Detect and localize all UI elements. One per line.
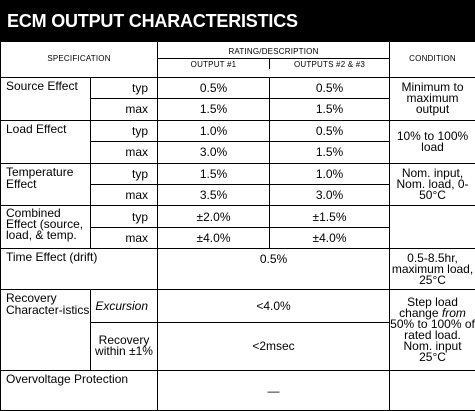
output1-header: OUTPUT #1 xyxy=(158,59,270,69)
temperature-typ-outputs23: 1.0% xyxy=(270,163,390,184)
combined-typ-output1: ±2.0% xyxy=(158,206,270,227)
output-subheaders xyxy=(158,58,389,69)
table-row xyxy=(1,290,475,323)
load-max-outputs23: 1.5% xyxy=(270,142,390,163)
table-row xyxy=(1,163,475,184)
rating-header xyxy=(158,42,390,78)
source-condition: Minimum to maximum output xyxy=(390,77,475,120)
time-effect-label: Time Effect (drift) xyxy=(1,249,158,290)
load-max-output1: 3.0% xyxy=(158,142,270,163)
load-effect-label: Load Effect xyxy=(1,120,91,163)
combined-condition xyxy=(390,206,475,249)
header-row xyxy=(1,42,475,78)
recovery-characteristics-label: Recovery Character-istics xyxy=(1,290,91,371)
temperature-max-outputs23: 3.0% xyxy=(270,185,390,206)
table-row xyxy=(1,249,475,290)
temperature-max-output1: 3.5% xyxy=(158,185,270,206)
load-condition: 10% to 100% load xyxy=(390,120,475,163)
load-typ-output1: 1.0% xyxy=(158,120,270,141)
temperature-condition: Nom. input, Nom. load, 0-50°C xyxy=(390,163,475,206)
typ-label: typ xyxy=(91,163,158,184)
source-typ-outputs23: 0.5% xyxy=(270,77,390,98)
max-label: max xyxy=(91,142,158,163)
recovery-condition-from: from xyxy=(441,306,466,321)
time-effect-value: 0.5% xyxy=(158,249,390,290)
source-max-outputs23: 1.5% xyxy=(270,99,390,120)
temperature-typ-output1: 1.5% xyxy=(158,163,270,184)
recovery-within-value: <2msec xyxy=(158,322,390,370)
load-typ-outputs23: 0.5% xyxy=(270,120,390,141)
overvoltage-condition xyxy=(390,371,475,411)
typ-label: typ xyxy=(91,77,158,98)
source-effect-label: Source Effect xyxy=(1,77,91,120)
source-max-output1: 1.5% xyxy=(158,99,270,120)
recovery-condition-post: 50% to 100% of rated load. Nom. input 25°C xyxy=(390,317,475,365)
typ-label: typ xyxy=(91,206,158,227)
max-label: max xyxy=(91,99,158,120)
table-title: ECM OUTPUT CHARACTERISTICS xyxy=(0,0,475,41)
recovery-condition-pre: Step load change xyxy=(399,295,458,321)
temperature-effect-label: Temperature Effect xyxy=(1,163,91,206)
combined-max-output1: ±4.0% xyxy=(158,227,270,248)
table-row xyxy=(1,77,475,98)
rating-description-label: RATING/DESCRIPTION xyxy=(228,47,319,56)
max-label: max xyxy=(91,185,158,206)
excursion-value: <4.0% xyxy=(158,290,390,323)
typ-label: typ xyxy=(91,120,158,141)
outputs23-header: OUTPUTS #2 & #3 xyxy=(294,60,366,69)
combined-typ-outputs23: ±1.5% xyxy=(270,206,390,227)
recovery-within-label: Recovery within ±1% xyxy=(91,322,158,370)
condition-header: CONDITION xyxy=(390,42,475,78)
overvoltage-value: — xyxy=(158,371,390,411)
table-row xyxy=(1,206,475,227)
time-condition: 0.5-8.5hr, maximum load, 25°C xyxy=(390,249,475,290)
characteristics-table xyxy=(0,41,475,411)
combined-max-outputs23: ±4.0% xyxy=(270,227,390,248)
excursion-label: Excursion xyxy=(91,290,158,323)
specification-header: SPECIFICATION xyxy=(1,42,158,78)
max-label: max xyxy=(91,227,158,248)
table-row xyxy=(1,371,475,411)
combined-effect-label: Combined Effect (source, load, & temp. xyxy=(1,206,91,249)
table-row xyxy=(1,120,475,141)
source-typ-output1: 0.5% xyxy=(158,77,270,98)
recovery-condition xyxy=(390,290,475,371)
overvoltage-protection-label: Overvoltage Protection xyxy=(1,371,158,411)
